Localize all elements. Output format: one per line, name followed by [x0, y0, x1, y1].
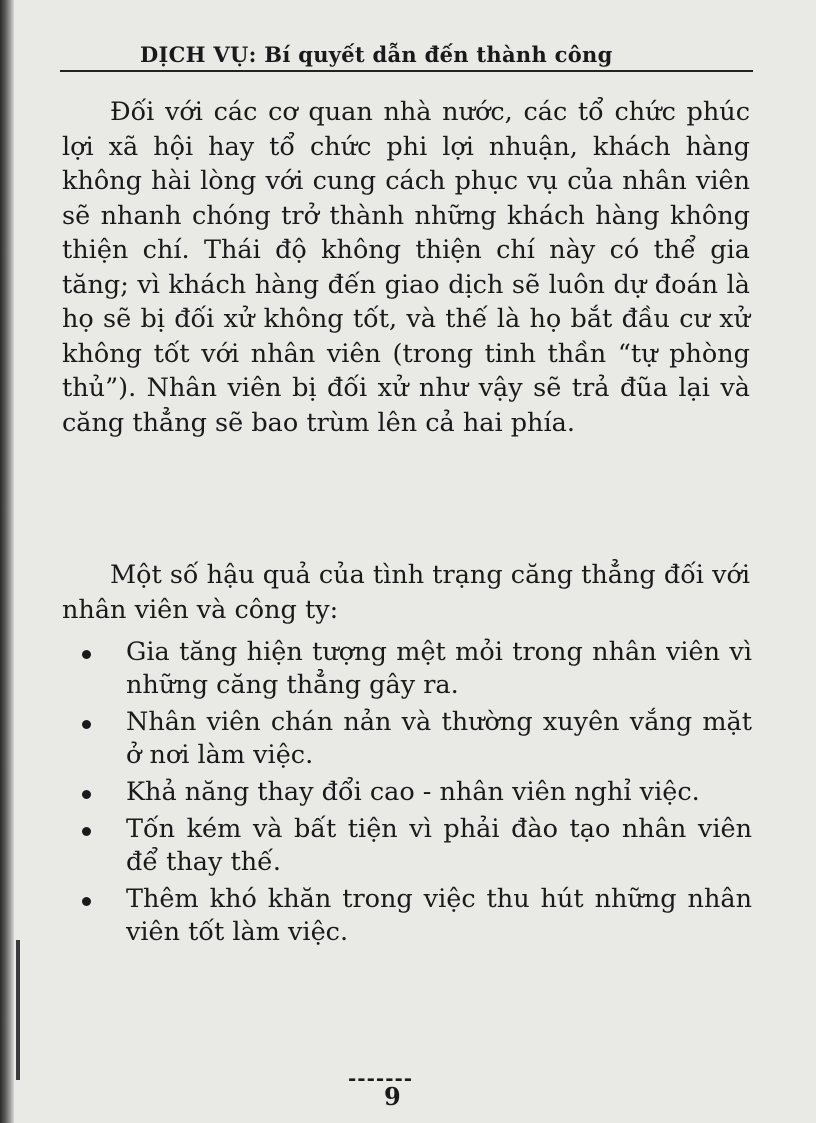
bullet-icon: [82, 650, 91, 659]
body-paragraph-2: Một số hậu quả của tình trạng căng thẳng đối với nhân viên và công ty:: [62, 560, 750, 625]
page-number: 9: [384, 1082, 401, 1111]
list-item: [62, 706, 752, 772]
bullet-icon: [82, 790, 91, 799]
list-item: [62, 636, 752, 702]
running-header: DỊCH VỤ: Bí quyết dẫn đến thành công: [140, 42, 613, 67]
list-item-text: Thêm khó khăn trong việc thu hút những nhân viên tốt làm việc.: [126, 884, 752, 947]
list-item-text: Khả năng thay đổi cao - nhân viên nghỉ việc.: [126, 777, 700, 807]
consequences-list: [62, 636, 752, 953]
body-paragraph-1: Đối với các cơ quan nhà nước, các tổ chức phúc lợi xã hội hay tổ chức phi lợi nhuận, khách hàng không hài lòng với cung cách phục vụ của nhân viên sẽ nhanh chóng trở thành những khách hàng không thiện chí. Thái độ không thiện chí này có thể gia tăng; vì khách hàng đến giao dịch sẽ luôn dự đoán là họ sẽ bị đối xử không tốt, và thế là họ bắt đầu cư xử không tốt với nhân viên (trong tinh thần “tự phòng thủ”). Nhân viên bị đối xử như vậy sẽ trả đũa lại và căng thẳng sẽ bao trùm lên cả hai phía.: [62, 97, 750, 438]
page-binding-edge: [0, 0, 14, 1123]
header-rule: [60, 70, 753, 72]
list-item-text: Nhân viên chán nản và thường xuyên vắng mặt ở nơi làm việc.: [126, 707, 752, 770]
bullet-icon: [82, 720, 91, 729]
list-item-text: Gia tăng hiện tượng mệt mỏi trong nhân viên vì những căng thẳng gây ra.: [126, 637, 752, 700]
list-item-text: Tốn kém và bất tiện vì phải đào tạo nhân viên để thay thế.: [126, 814, 752, 877]
bullet-icon: [82, 897, 91, 906]
list-item: [62, 883, 752, 949]
list-item: [62, 813, 752, 879]
bullet-icon: [82, 827, 91, 836]
list-item: [62, 776, 752, 809]
footer-divider: -------: [348, 1066, 414, 1090]
